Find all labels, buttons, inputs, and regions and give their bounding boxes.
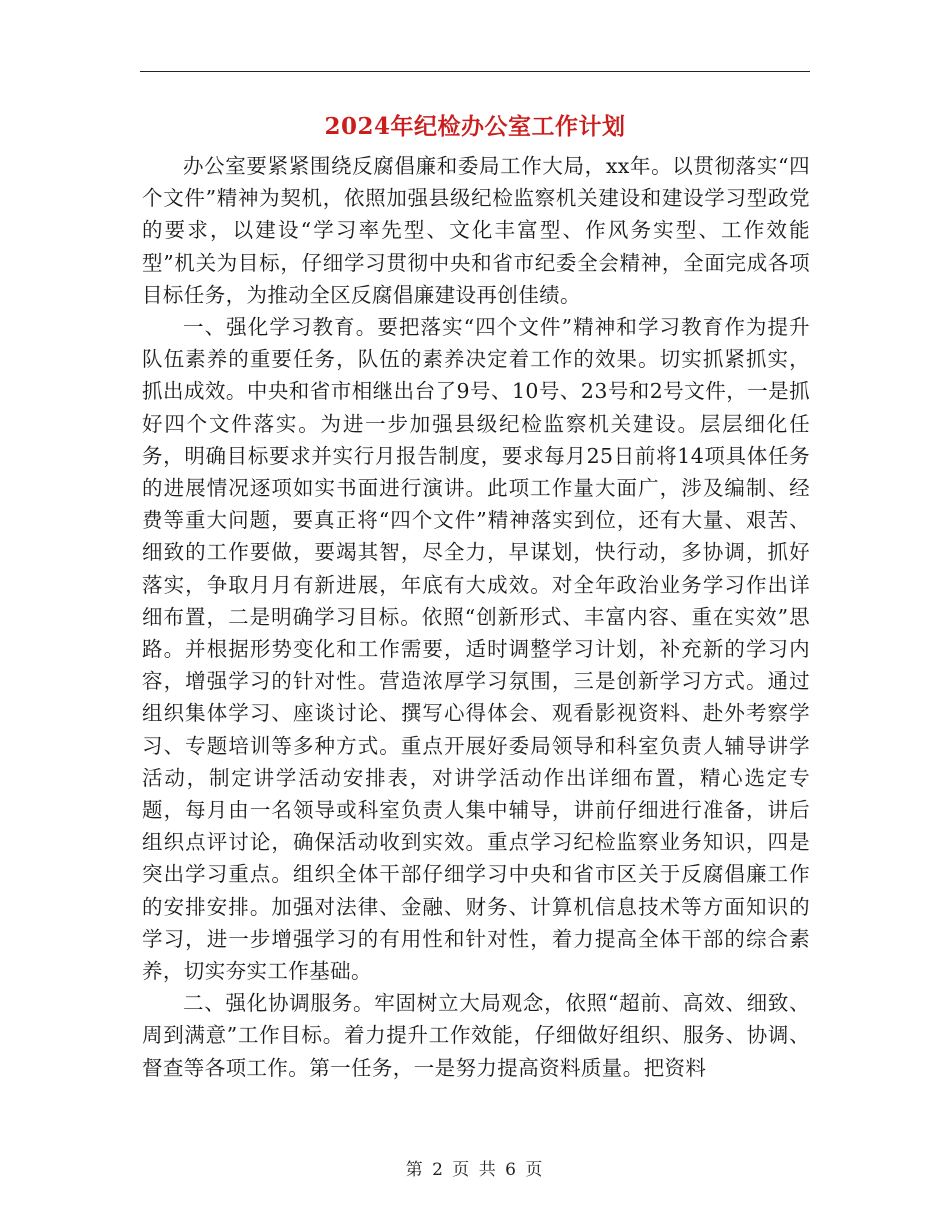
document-body — [142, 150, 810, 1084]
paragraph-section-1: 一、强化学习教育。要把落实“四个文件”精神和学习教育作为提升队伍素养的重要任务，队伍的素养决定着工作的效果。切实抓紧抓实，抓出成效。中央和省市相继出台了9号、10号、23号和2号文件，一是抓好四个文件落实。为进一步加强县级纪检监察机关建设。层层细化任务，明确目标要求并实行月报告制度，要求每月25日前将14项具体任务的进展情况逐项如实书面进行演讲。此项工作量大面广，涉及编制、经费等重大问题，要真正将“四个文件”精神落实到位，还有大量、艰苦、细致的工作要做，要竭其智，尽全力，早谋划，快行动，多协调，抓好落实，争取月月有新进展，年底有大成效。对全年政治业务学习作出详细布置，二是明确学习目标。依照“创新形式、丰富内容、重在实效”思路。并根据形势变化和工作需要，适时调整学习计划，补充新的学习内容，增强学习的针对性。营造浓厚学习氛围，三是创新学习方式。通过组织集体学习、座谈讨论、撰写心得体会、观看影视资料、赴外考察学习、专题培训等多种方式。重点开展好委局领导和科室负责人辅导讲学活动，制定讲学活动安排表，对讲学活动作出详细布置，精心选定专题，每月由一名领导或科室负责人集中辅导，讲前仔细进行准备，讲后组织点评讨论，确保活动收到实效。重点学习纪检监察业务知识，四是突出学习重点。组织全体干部仔细学习中央和省市区关于反腐倡廉工作的安排安排。加强对法律、金融、财务、计算机信息技术等方面知识的学习，进一步增强学习的有用性和针对性，着力提高全体干部的综合素养，切实夯实工作基础。 — [142, 315, 810, 984]
document-title: 2024年纪检办公室工作计划 — [324, 113, 626, 140]
paragraph-section-2: 二、强化协调服务。牢固树立大局观念，依照“超前、高效、细致、周到满意”工作目标。着力提升工作效能，仔细做好组织、服务、协调、督查等各项工作。第一任务，一是努力提高资料质量。把资料 — [142, 991, 810, 1080]
header-rule — [140, 71, 810, 72]
page-footer: 第 2 页 共 6 页 — [405, 1160, 545, 1180]
paragraph-intro: 办公室要紧紧围绕反腐倡廉和委局工作大局，xx年。以贯彻落实“四个文件”精神为契机，依照加强县级纪检监察机关建设和建设学习型政党的要求，以建设“学习率先型、文化丰富型、作风务实型、工作效能型”机关为目标，仔细学习贯彻中央和省市纪委全会精神，全面完成各项目标任务，为推动全区反腐倡廉建设再创佳绩。 — [142, 154, 810, 307]
